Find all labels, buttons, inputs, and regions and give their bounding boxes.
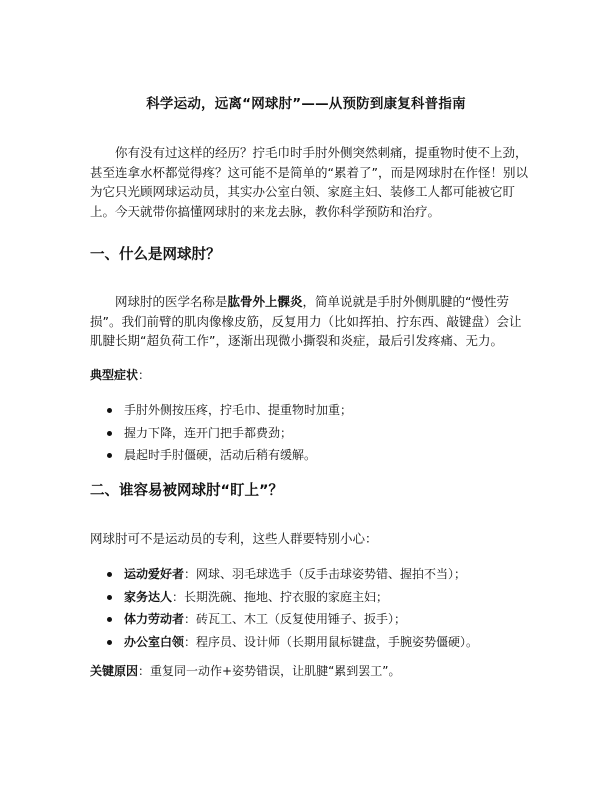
symptom-text: 晨起时手肘僵硬，活动后稍有缓解。 [124,448,317,462]
bullet-dot-icon [107,617,112,622]
section1-text-pre: 网球肘的医学名称是 [115,294,228,309]
symptom-text: 手肘外侧按压疼，拧毛巾、提重物时加重； [124,403,353,417]
groups-list [90,566,530,656]
group-name: 办公室白领 [124,634,185,649]
group-name: 体力劳动者 [124,612,185,626]
group-desc: ：砖瓦工、木工（反复使用锤子、扳手）； [184,612,407,626]
section2-intro: 网球肘可不是运动员的专利，这些人群要特别小心： [90,531,378,546]
section2-heading: 二、谁容易被网球肘“盯上”？ [90,483,284,499]
list-item [90,589,530,612]
symptoms-list [90,402,530,470]
group-name: 家务达人 [124,589,173,604]
bullet-dot-icon [107,431,112,436]
section1-term: 肱骨外上髁炎 [227,294,303,309]
key-reason-line [90,662,401,679]
section1-heading: 一、什么是网球肘？ [90,247,221,263]
symptoms-label: 典型症状 [90,368,139,382]
bullet-dot-icon [107,408,112,413]
group-desc: ：网球、羽毛球选手（反手击球姿势错、握拍不当）； [184,567,467,581]
bullet-dot-icon [107,572,112,577]
bullet-dot-icon [107,453,112,458]
intro-paragraph [90,143,530,221]
key-reason-label: 关键原因 [90,664,139,678]
symptoms-label-line [90,366,150,383]
symptoms-label-suffix: ： [138,368,151,382]
symptom-text: 握力下降，连开门把手都费劲； [124,425,293,440]
bullet-dot-icon [107,595,112,600]
intro-text: 你有没有过这样的经历？拧毛巾时手肘外侧突然刺痛，提重物时使不上劲，甚至连拿水杯都觉得疼？这可能不是简单的“累着了”，而是网球肘在作怪！别以为它只光顾网球运动员，其实办公室白领、家庭主妇、装修工人都可能被它盯上。今天就带你搞懂网球肘的来龙去脉，教你科学预防和治疗。 [90,145,528,219]
key-reason-text: ：重复同一动作+姿势错误，让肌腱“累到罢工”。 [138,664,401,678]
section1-text-post: ，简单说就是手肘外侧肌腱的“慢性劳损”。我们前臂的肌肉像橡皮筋，反复用力（比如挥拍、拧东西、敲键盘）会让肌腱长期“超负荷工作”，逐渐出现微小撕裂和炎症，最后引发疼痛、无力。 [90,294,522,348]
list-item [90,425,530,448]
group-name: 运动爱好者 [124,567,185,581]
list-item [90,566,530,589]
list-item [90,611,530,634]
list-item [90,402,530,425]
group-desc: ：程序员、设计师（长期用鼠标键盘，手腕姿势僵硬）。 [184,634,479,649]
bullet-dot-icon [107,640,112,645]
section1-paragraph [90,292,530,351]
document-title: 科学运动，远离“网球肘”——从预防到康复科普指南 [146,96,466,112]
list-item [90,634,530,657]
group-desc: ：长期洗碗、拖地、拧衣服的家庭主妇； [172,589,389,604]
list-item [90,447,530,470]
